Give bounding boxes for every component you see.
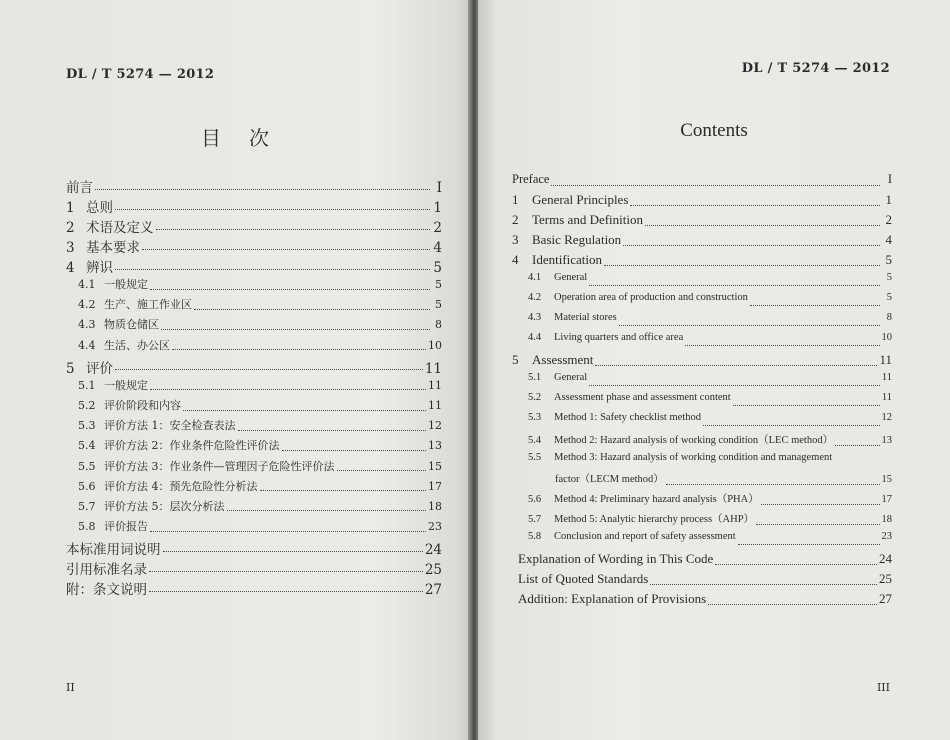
leader-dots	[115, 369, 423, 370]
toc-entry[interactable]	[66, 538, 442, 558]
toc-entry[interactable]	[512, 511, 892, 531]
leader-dots	[589, 285, 880, 286]
toc-page-number: 12	[428, 419, 442, 433]
toc-entry[interactable]	[66, 256, 442, 276]
toc-entry-label: Addition: Explanation of Provisions	[518, 591, 707, 606]
leader-dots	[835, 445, 879, 446]
toc-entry-number: 5.6	[78, 479, 96, 493]
toc-entry[interactable]	[512, 551, 892, 571]
toc-entry-label: Basic Regulation	[532, 232, 622, 247]
toc-entry[interactable]	[66, 437, 442, 457]
toc-entry-label: 一般规定	[104, 378, 148, 392]
leader-dots	[238, 430, 427, 431]
right-page	[478, 0, 950, 740]
toc-entry-number: 5.5	[78, 459, 96, 473]
toc-entry-number: 5.2	[78, 398, 96, 412]
toc-page-number: 11	[881, 392, 892, 403]
leader-dots	[115, 209, 430, 210]
toc-page-number: 4	[433, 240, 442, 256]
toc-entry[interactable]	[66, 578, 442, 598]
toc-entry-number: 4.3	[528, 312, 542, 323]
toc-entry-label: General	[554, 372, 588, 383]
toc-entry-label: General Principles	[532, 192, 629, 207]
toc-entry[interactable]	[66, 478, 442, 498]
toc-entry-number: 4	[512, 252, 519, 267]
toc-entry-label: Method 1: Safety checklist method	[554, 412, 701, 423]
toc-entry-number: 2	[512, 212, 519, 227]
toc-entry[interactable]	[512, 392, 892, 412]
toc-entry[interactable]	[66, 316, 442, 336]
leader-dots	[161, 329, 430, 330]
leader-dots	[589, 385, 880, 386]
toc-entry[interactable]	[66, 518, 442, 538]
toc-entry-label: 总则	[86, 200, 113, 216]
toc-page-number: 13	[428, 439, 442, 453]
toc-entry-number: 5.1	[78, 378, 96, 392]
page-title: Contents	[680, 120, 748, 141]
toc-entry-label: Terms and Definition	[532, 212, 644, 227]
toc-entry-label: 评价阶段和内容	[104, 398, 181, 412]
leader-dots	[630, 205, 880, 206]
toc-entry-label: General	[554, 272, 588, 283]
leader-dots	[715, 564, 877, 565]
toc-entry[interactable]	[512, 372, 892, 392]
toc-entry[interactable]	[512, 212, 892, 232]
toc-entry-number: 4.1	[78, 278, 96, 291]
toc-entry-number: 1	[512, 192, 519, 207]
toc-entry-label: 生产、施工作业区	[104, 298, 192, 312]
toc-entry[interactable]	[66, 296, 442, 316]
leader-dots	[150, 389, 426, 390]
toc-entry-number: 5.1	[528, 372, 542, 383]
toc-entry-label: Method 2: Hazard analysis of working condition（LEC method）	[554, 435, 834, 446]
toc-list-chinese	[66, 176, 442, 598]
toc-page-number: 8	[886, 312, 892, 323]
leader-dots	[551, 185, 880, 186]
toc-entry[interactable]	[512, 252, 892, 272]
toc-entry[interactable]	[66, 276, 442, 296]
leader-dots	[733, 405, 880, 406]
toc-entry[interactable]	[512, 192, 892, 212]
leader-dots	[756, 524, 879, 525]
toc-page-number: 24	[424, 542, 442, 559]
toc-entry-number: 5	[66, 360, 75, 377]
toc-entry-label: 术语及定义	[86, 220, 154, 236]
toc-entry[interactable]	[512, 452, 892, 471]
toc-page-number: 25	[424, 562, 442, 579]
toc-entry-continuation[interactable]	[512, 471, 892, 491]
toc-page-number: 4	[885, 232, 892, 247]
leader-dots	[260, 490, 427, 491]
toc-entry-label: 评价方法 4：预先危险性分析法	[104, 479, 258, 493]
toc-page-number: 11	[881, 372, 892, 383]
toc-page-number: 10	[881, 332, 892, 343]
leader-dots	[703, 425, 880, 426]
toc-entry-number: 4.2	[528, 292, 542, 303]
toc-entry-number: 3	[512, 232, 519, 247]
leader-dots	[142, 249, 430, 250]
toc-entry[interactable]	[512, 172, 892, 192]
toc-page-number: 23	[428, 520, 442, 534]
leader-dots	[645, 225, 880, 226]
toc-page-number: 18	[881, 514, 892, 525]
toc-entry[interactable]	[512, 332, 892, 352]
standard-code: DL / T 5274 — 2012	[741, 61, 890, 76]
toc-page-number: 27	[424, 582, 442, 599]
toc-entry[interactable]	[66, 558, 442, 578]
toc-entry-label: 引用标准名录	[66, 562, 147, 579]
toc-page-number: 25	[879, 571, 892, 586]
toc-page-number: I	[887, 172, 892, 186]
toc-entry-number: 5.8	[78, 520, 96, 534]
leader-dots	[172, 349, 426, 350]
toc-entry-label: 评价方法 2：作业条件危险性评价法	[104, 439, 280, 453]
toc-page-number: 15	[881, 474, 892, 485]
toc-entry-label: 评价报告	[104, 520, 148, 534]
leader-dots	[183, 410, 426, 411]
leader-dots	[156, 229, 431, 230]
toc-entry-number: 4	[66, 260, 75, 276]
standard-code: DL / T 5274 — 2012	[66, 67, 215, 82]
toc-entry-label: Method 4: Preliminary hazard analysis（PHA）	[554, 494, 759, 505]
toc-entry-label: Explanation of Wording in This Code	[518, 551, 714, 566]
toc-entry-number: 4.2	[78, 298, 96, 312]
toc-entry-number: 5.3	[78, 419, 96, 433]
toc-entry-label: 物质仓储区	[104, 318, 159, 332]
toc-entry-label: Assessment phase and assessment content	[554, 392, 731, 403]
toc-entry-number: 5.3	[528, 412, 542, 423]
toc-entry-number: 5.5	[528, 452, 542, 463]
toc-page-number: 11	[879, 352, 892, 367]
leader-dots	[95, 189, 430, 190]
leader-dots	[150, 289, 430, 290]
leader-dots	[337, 470, 427, 471]
leader-dots	[761, 504, 880, 505]
toc-entry-label: 评价方法 1：安全检查表法	[104, 419, 236, 433]
toc-page-number: 17	[881, 494, 892, 505]
toc-entry-label: 附：条文说明	[66, 582, 147, 599]
toc-page-number: 10	[428, 338, 442, 352]
leader-dots	[149, 591, 423, 592]
toc-page-number: 1	[885, 192, 892, 207]
toc-entry-label: 辨识	[86, 260, 113, 276]
toc-entry-number: 5.4	[78, 439, 96, 453]
toc-page-number: 5	[433, 260, 442, 276]
toc-entry[interactable]	[512, 272, 892, 292]
toc-entry-label: Method 3: Hazard analysis of working condition and management	[554, 452, 833, 463]
toc-entry-number: 4.1	[528, 272, 542, 283]
toc-entry-label: Conclusion and report of safety assessment	[554, 531, 736, 542]
toc-page-number: 13	[881, 435, 892, 446]
toc-page-number: 11	[428, 398, 442, 412]
leader-dots	[708, 604, 877, 605]
toc-entry[interactable]	[66, 337, 442, 357]
toc-page-number: I	[436, 180, 442, 196]
toc-page-number: 2	[433, 220, 442, 236]
leader-dots	[738, 544, 880, 545]
toc-page-number: 18	[428, 499, 442, 513]
toc-entry[interactable]	[66, 236, 442, 256]
toc-page-number: 27	[879, 591, 892, 606]
toc-entry-number: 5.8	[528, 531, 542, 542]
toc-entry-label: Method 5: Analytic hierarchy process（AHP）	[554, 514, 755, 525]
toc-entry-label: Assessment	[532, 352, 594, 367]
toc-entry-number: 5.6	[528, 494, 542, 505]
leader-dots	[149, 571, 423, 572]
toc-page-number: 15	[428, 459, 442, 473]
toc-page-number: 23	[881, 531, 892, 542]
toc-entry[interactable]	[66, 498, 442, 518]
leader-dots	[227, 510, 427, 511]
toc-page-number: 5	[885, 252, 892, 267]
page-folio: III	[876, 681, 890, 694]
toc-entry-label: 基本要求	[86, 240, 140, 256]
toc-page-number: 5	[435, 298, 442, 312]
leader-dots	[595, 365, 877, 366]
leader-dots	[685, 345, 879, 346]
toc-entry[interactable]	[512, 232, 892, 252]
leader-dots	[282, 450, 427, 451]
toc-entry-number: 1	[66, 200, 75, 216]
toc-entry[interactable]	[512, 491, 892, 511]
toc-page-number: 5	[886, 272, 892, 283]
toc-entry[interactable]	[512, 352, 892, 372]
toc-entry-label: List of Quoted Standards	[518, 571, 649, 586]
toc-entry-number: 2	[66, 220, 75, 236]
left-page	[0, 0, 470, 740]
toc-entry-label: Living quarters and office area	[554, 332, 684, 343]
toc-page-number: 5	[435, 278, 442, 291]
toc-list-english	[512, 172, 892, 611]
page-folio: II	[66, 681, 75, 694]
toc-entry-label: Preface	[512, 172, 550, 186]
toc-entry[interactable]	[66, 176, 442, 196]
page-title: 目次	[201, 126, 297, 150]
toc-entry-label: 前言	[66, 180, 93, 196]
toc-page-number: 11	[424, 360, 442, 377]
toc-entry-number: 3	[66, 240, 75, 256]
toc-entry[interactable]	[66, 458, 442, 478]
leader-dots	[150, 531, 426, 532]
toc-entry-label: Operation area of production and construction	[554, 292, 748, 303]
toc-entry-label: 一般规定	[104, 278, 148, 291]
toc-entry-label: 生活、办公区	[104, 338, 170, 352]
toc-entry-number: 4.3	[78, 318, 96, 332]
toc-entry[interactable]	[512, 292, 892, 312]
toc-entry-label-continued: factor（LECM method）	[555, 474, 664, 485]
toc-entry-number: 5.4	[528, 435, 542, 446]
leader-dots	[163, 551, 423, 552]
toc-entry[interactable]	[66, 377, 442, 397]
toc-entry-number: 5.2	[528, 392, 542, 403]
toc-entry[interactable]	[512, 432, 892, 452]
leader-dots	[650, 584, 877, 585]
toc-entry[interactable]	[66, 216, 442, 236]
leader-dots	[750, 305, 880, 306]
toc-entry-label: Material stores	[554, 312, 617, 323]
toc-page-number: 17	[428, 479, 442, 493]
toc-entry-label: Identification	[532, 252, 603, 267]
toc-entry-label: 评价方法 3：作业条件—管理因子危险性评价法	[104, 459, 335, 473]
toc-entry[interactable]	[66, 196, 442, 216]
leader-dots	[115, 269, 430, 270]
leader-dots	[194, 309, 430, 310]
toc-entry[interactable]	[512, 412, 892, 432]
toc-entry[interactable]	[512, 571, 892, 591]
toc-entry-label: 本标准用词说明	[66, 542, 161, 559]
toc-page-number: 24	[879, 551, 892, 566]
toc-page-number: 11	[428, 378, 442, 392]
toc-page-number: 1	[433, 200, 442, 216]
toc-entry-label: 评价方法 5：层次分析法	[104, 499, 225, 513]
leader-dots	[623, 245, 880, 246]
toc-entry[interactable]	[512, 312, 892, 332]
toc-entry-number: 4.4	[78, 338, 96, 352]
toc-entry-number: 5.7	[528, 514, 542, 525]
toc-entry[interactable]	[66, 357, 442, 377]
toc-page-number: 8	[435, 318, 442, 332]
leader-dots	[604, 265, 880, 266]
toc-entry-number: 4.4	[528, 332, 542, 343]
toc-entry-number: 5.7	[78, 499, 96, 513]
toc-entry-label: 评价	[86, 360, 113, 377]
toc-page-number: 2	[885, 212, 892, 227]
toc-entry[interactable]	[66, 417, 442, 437]
leader-dots	[666, 484, 880, 485]
leader-dots	[619, 325, 880, 326]
toc-page-number: 5	[886, 292, 892, 303]
toc-entry-number: 5	[512, 352, 519, 367]
toc-entry[interactable]	[66, 397, 442, 417]
toc-entry[interactable]	[512, 531, 892, 551]
toc-page-number: 12	[881, 412, 892, 423]
toc-entry[interactable]	[512, 591, 892, 611]
